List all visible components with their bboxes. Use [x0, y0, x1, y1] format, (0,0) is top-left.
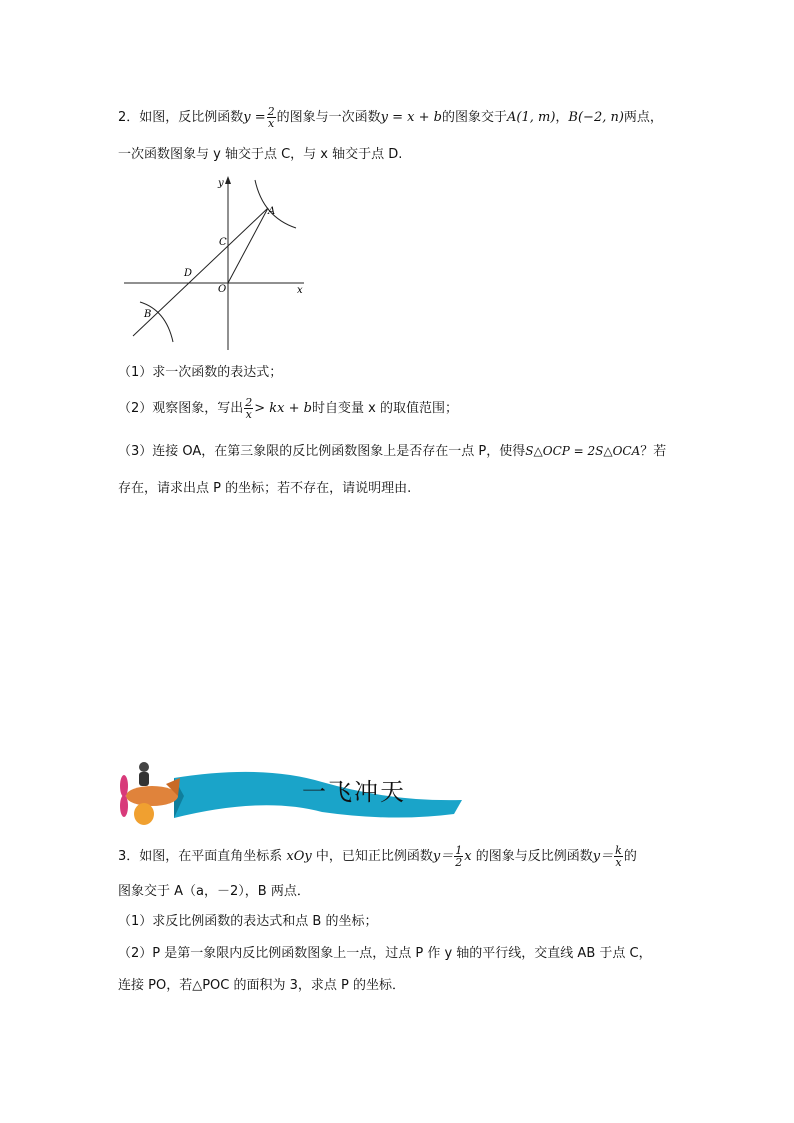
- q3-formula: S△OCP = 2S△OCA: [525, 444, 641, 458]
- q2-text-b: 时自变量 x 的取值范围；: [312, 401, 458, 416]
- plane-wheel: [134, 803, 154, 825]
- func1-lhs: y =: [243, 110, 266, 125]
- p3-f1-fraction: $\frac{1}{2}$: [455, 844, 463, 869]
- q3-text-a: （3）连接 OA，在第三象限的反比例函数图象上是否存在一点 P，使得: [118, 444, 526, 459]
- problem2-graph: [118, 172, 318, 352]
- p3-text-a: 3．如图，在平面直角坐标系: [118, 849, 283, 864]
- func2: y = x + b: [380, 110, 442, 125]
- y-axis-arrow: [225, 176, 231, 184]
- banner-title: 一飞冲天: [302, 778, 406, 806]
- label-y: y: [218, 178, 224, 189]
- p3-f2-fraction: $\frac{k}{x}$: [615, 844, 622, 869]
- p3-xoy: xOy: [286, 849, 312, 864]
- comma: ，: [555, 110, 569, 125]
- problem2-intro: 2．如图，反比例函数: [118, 110, 244, 125]
- p3-text-c: 的图象与反比例函数: [475, 849, 593, 864]
- label-a: A: [268, 206, 276, 217]
- problem3-q2-line1: （2）P 是第一象限内反比例函数图象上一点，过点 P 作 y 轴的平行线，交直线 AB 于点 C，: [118, 946, 652, 961]
- p3-f2-lhs: y＝: [592, 849, 614, 864]
- func1-fraction: $\frac{2}{x}$: [267, 105, 275, 130]
- label-b: B: [144, 309, 152, 320]
- problem2-line1: [118, 106, 663, 129]
- q2-text-a: （2）观察图象，写出: [118, 401, 244, 416]
- linear-function-line: [133, 208, 268, 336]
- p3-text-b: 中，已知正比例函数: [315, 849, 433, 864]
- problem2-text-c: 的图象交于: [441, 110, 507, 125]
- problem3-q2-line2: 连接 PO，若△POC 的面积为 3，求点 P 的坐标．: [118, 978, 405, 993]
- segment-oa: [228, 208, 268, 283]
- q2-inequality: > kx + b: [254, 401, 312, 416]
- problem2-line2: 一次函数图象与 y 轴交于点 C，与 x 轴交于点 D.: [118, 147, 403, 162]
- q2-fraction: $\frac{2}{x}$: [245, 396, 253, 421]
- plane-body: [126, 786, 178, 806]
- hyperbola-branch-q3: [140, 302, 173, 342]
- problem2-q3-line1: [118, 441, 666, 462]
- problem2-q2: [118, 397, 458, 420]
- label-x: x: [297, 285, 303, 296]
- problem3-line1: [118, 845, 637, 868]
- q3-text-b: ？若: [640, 444, 667, 459]
- problem3-q1: （1）求反比例函数的表达式和点 B 的坐标；: [118, 914, 378, 929]
- propeller-bottom: [120, 795, 128, 817]
- p3-f1-x: x: [464, 849, 472, 864]
- point-a: A(1, m): [507, 110, 556, 125]
- p3-f1-lhs: y＝: [432, 849, 454, 864]
- problem2-q3-line2: 存在，请求出点 P 的坐标；若不存在，请说明理由.: [118, 481, 412, 496]
- p3-text-d: 的: [623, 849, 637, 864]
- pilot-body: [139, 772, 149, 786]
- problem2-q1: （1）求一次函数的表达式；: [118, 365, 283, 380]
- label-d: D: [184, 268, 193, 279]
- label-o: O: [218, 284, 227, 295]
- propeller-top: [120, 775, 128, 797]
- banner-graphic: [112, 756, 472, 832]
- pilot-head: [139, 762, 149, 772]
- label-c: C: [219, 237, 227, 248]
- point-b: B(−2, n): [568, 110, 624, 125]
- problem2-text-d: 两点，: [623, 110, 663, 125]
- problem2-text-b: 的图象与一次函数: [276, 110, 381, 125]
- problem3-line2: 图象交于 A（a，－2），B 两点．: [118, 884, 310, 899]
